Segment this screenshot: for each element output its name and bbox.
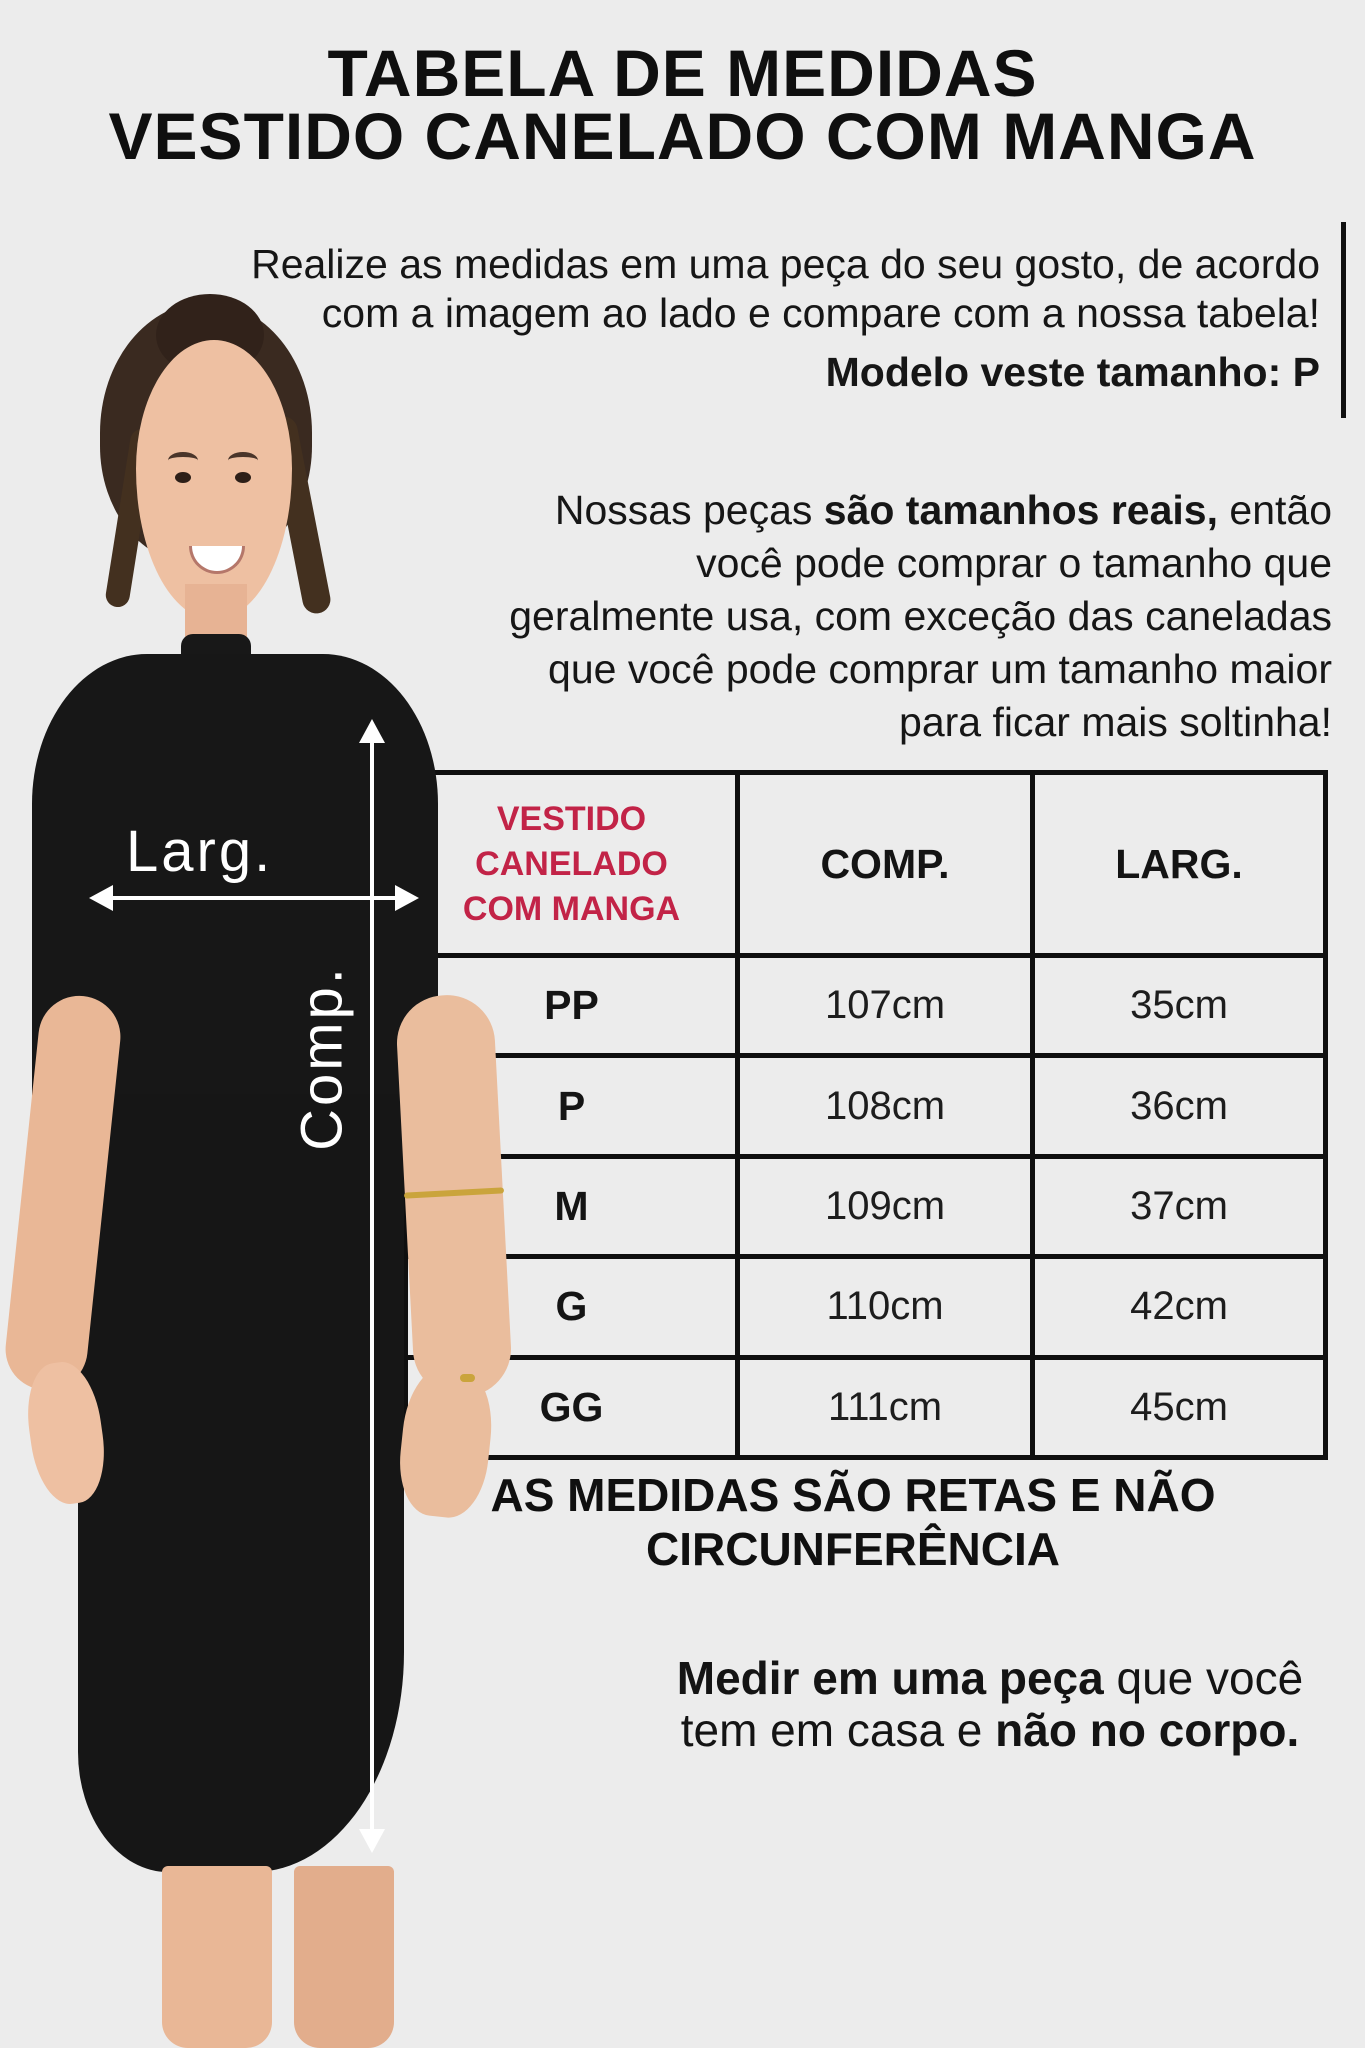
model-brow-right (228, 452, 258, 469)
size-label-gg: GG (408, 1360, 735, 1455)
product-header-line2: CANELADO (475, 844, 668, 883)
advice-line1-start: Nossas peças (554, 487, 824, 533)
advice-line3: geralmente usa, com exceção das caneladas (509, 593, 1332, 639)
product-header-line3: COM MANGA (462, 889, 681, 928)
model-eye-left (175, 472, 191, 483)
intro-line2: com a imagem ao lado e compare com a nossa tabela! (321, 290, 1320, 336)
column-header-larg: LARG. (1035, 775, 1323, 953)
comp-value-m: 109cm (740, 1159, 1030, 1254)
model-brow-left (168, 452, 198, 469)
footer-line2-bold: não no corpo. (995, 1704, 1300, 1756)
footer-line1 (645, 1652, 1335, 1704)
advice-line1-end: então (1218, 487, 1332, 533)
larg-value-m: 37cm (1035, 1159, 1323, 1254)
table-caption: AS MEDIDAS SÃO RETAS E NÃO CIRCUNFERÊNCIA (490, 1469, 1216, 1575)
model-eye-right (235, 472, 251, 483)
larg-value-g: 42cm (1035, 1259, 1323, 1354)
advice-line4: que você pode comprar um tamanho maior (548, 646, 1332, 692)
footer-line1-bold: Medir em uma peça (676, 1652, 1104, 1704)
footer-note (645, 1652, 1335, 1756)
intro-line1: Realize as medidas em uma peça do seu gosto, de acordo (251, 241, 1320, 287)
comp-value-p: 108cm (740, 1058, 1030, 1153)
page-title-line2: VESTIDO CANELADO COM MANGA (108, 99, 1257, 173)
page-title-line1: TABELA DE MEDIDAS (327, 36, 1038, 110)
comp-value-gg: 111cm (740, 1360, 1030, 1455)
larg-value-pp: 35cm (1035, 958, 1323, 1053)
model-size-note: Modelo veste tamanho: P (825, 349, 1320, 395)
size-label-p: P (408, 1058, 735, 1153)
comp-value-pp: 107cm (740, 958, 1030, 1053)
footer-line2-regular: tem em casa e (680, 1704, 996, 1756)
larg-value-p: 36cm (1035, 1058, 1323, 1153)
model-face (136, 340, 292, 620)
model-leg-right (294, 1866, 394, 2048)
size-label-m: M (408, 1159, 735, 1254)
advice-line5: para ficar mais soltinha! (899, 699, 1332, 745)
size-label-pp: PP (408, 958, 735, 1053)
larg-value-gg: 45cm (1035, 1360, 1323, 1455)
footer-line2 (645, 1704, 1335, 1756)
length-measure-label: Comp. (289, 965, 355, 1151)
footer-line1-regular: que você (1103, 1652, 1304, 1704)
advice-line2: você pode comprar o tamanho que (696, 540, 1332, 586)
product-header-line1: VESTIDO (496, 799, 647, 838)
column-header-comp: COMP. (740, 775, 1030, 953)
advice-line1-bold: são tamanhos reais, (823, 487, 1218, 533)
model-leg-left (162, 1866, 272, 2048)
gold-ring (460, 1374, 475, 1382)
comp-value-g: 110cm (740, 1259, 1030, 1354)
width-measure-label: Larg. (126, 819, 274, 884)
size-label-g: G (408, 1259, 735, 1354)
